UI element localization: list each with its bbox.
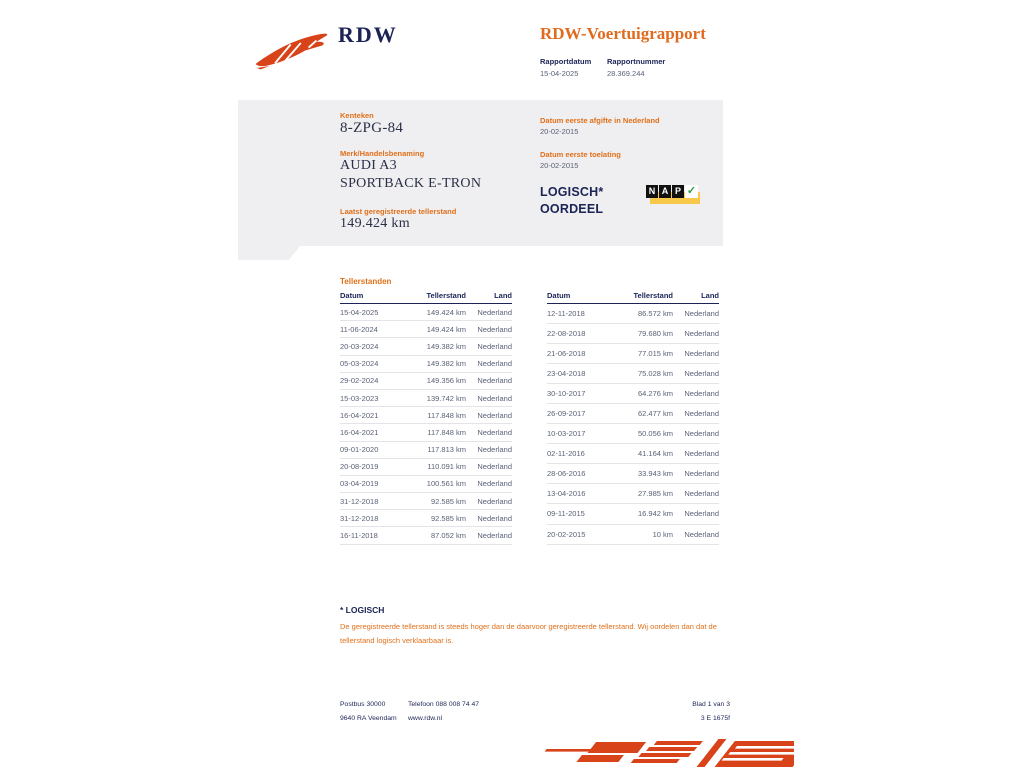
table-cell: 20-03-2024 xyxy=(340,338,404,355)
oordeel-line1: LOGISCH* xyxy=(540,185,604,199)
rdw-logo-text: RDW xyxy=(338,22,398,47)
table-row xyxy=(547,444,719,464)
footer-address-line2: 9640 RA Veendam xyxy=(340,715,397,722)
toelating-value: 20-02-2015 xyxy=(540,161,579,170)
report-number-label: Rapportnummer xyxy=(607,57,666,66)
merk-label: Merk/Handelsbenaming xyxy=(340,149,425,158)
table-cell: 22-08-2018 xyxy=(547,324,611,344)
merk-line2: SPORTBACK E-TRON xyxy=(340,176,482,191)
table-row xyxy=(340,475,512,492)
table-row xyxy=(340,321,512,338)
table-row xyxy=(547,304,719,324)
table-row xyxy=(340,493,512,510)
oordeel-text xyxy=(540,184,603,218)
panel-tab xyxy=(238,246,300,260)
table-row xyxy=(547,504,719,524)
table-row xyxy=(547,344,719,364)
table-cell: Nederland xyxy=(673,384,719,404)
table-cell: 15-04-2025 xyxy=(340,304,404,321)
table-cell: 11-06-2024 xyxy=(340,321,404,338)
table-row xyxy=(547,384,719,404)
table-cell: 29-02-2024 xyxy=(340,372,404,389)
tellerstanden-table-right xyxy=(547,289,719,545)
oordeel-line2: OORDEEL xyxy=(540,202,604,216)
table-cell: 62.477 km xyxy=(611,404,673,424)
rdw-flourish-graphic xyxy=(538,737,794,768)
table-cell: 03-04-2019 xyxy=(340,475,404,492)
page-footer xyxy=(340,701,730,725)
table-cell: 77.015 km xyxy=(611,344,673,364)
page-title: RDW-Voertuigrapport xyxy=(540,24,706,43)
table-cell: 12-11-2018 xyxy=(547,304,611,324)
table-cell: 31-12-2018 xyxy=(340,493,404,510)
table-row xyxy=(547,424,719,444)
table-cell: 41.164 km xyxy=(611,444,673,464)
toelating-label: Datum eerste toelating xyxy=(540,150,621,159)
table-cell: Nederland xyxy=(466,389,512,406)
nap-check-icon: ✓ xyxy=(686,185,697,197)
table-cell: 139.742 km xyxy=(404,389,466,406)
table-cell: 16.942 km xyxy=(611,504,673,524)
footer-form-code: 3 E 1675f xyxy=(700,715,730,722)
table-row xyxy=(340,304,512,321)
table-cell: Nederland xyxy=(466,458,512,475)
table-cell: 05-03-2024 xyxy=(340,355,404,372)
table-cell: 30-10-2017 xyxy=(547,384,611,404)
table-cell: 117.848 km xyxy=(404,424,466,441)
table-row xyxy=(547,524,719,544)
table-cell: Nederland xyxy=(466,372,512,389)
nap-letter-a: A xyxy=(659,185,671,198)
table-cell: 26-09-2017 xyxy=(547,404,611,424)
table-cell: Nederland xyxy=(466,304,512,321)
table-cell: 149.382 km xyxy=(404,338,466,355)
table-cell: Nederland xyxy=(673,524,719,544)
table-cell: 64.276 km xyxy=(611,384,673,404)
table-cell: Nederland xyxy=(673,364,719,384)
table-cell: Nederland xyxy=(673,444,719,464)
table-cell: 79.680 km xyxy=(611,324,673,344)
table-cell: Nederland xyxy=(466,407,512,424)
table-cell: 20-02-2015 xyxy=(547,524,611,544)
kenteken-label: Kenteken xyxy=(340,111,374,120)
table-cell: 23-04-2018 xyxy=(547,364,611,384)
col-header-land: Land xyxy=(673,289,719,304)
table-cell: 149.424 km xyxy=(404,304,466,321)
table-cell: Nederland xyxy=(673,344,719,364)
merk-line1: AUDI A3 xyxy=(340,158,397,173)
table-cell: 13-04-2016 xyxy=(547,484,611,504)
table-cell: 50.056 km xyxy=(611,424,673,444)
kenteken-value: 8-ZPG-84 xyxy=(340,120,404,136)
table-cell: 117.813 km xyxy=(404,441,466,458)
table-header-row xyxy=(340,289,512,304)
table-cell: 149.424 km xyxy=(404,321,466,338)
table-row xyxy=(547,364,719,384)
afgifte-value: 20-02-2015 xyxy=(540,127,579,136)
table-cell: Nederland xyxy=(673,324,719,344)
table-cell: Nederland xyxy=(466,527,512,544)
tellerstanden-title: Tellerstanden xyxy=(340,277,392,286)
table-cell: Nederland xyxy=(673,484,719,504)
footer-phone: Telefoon 088 008 74 47 xyxy=(408,701,480,708)
vehicle-summary-panel xyxy=(238,100,723,246)
table-cell: Nederland xyxy=(673,464,719,484)
nap-letter-n: N xyxy=(646,185,658,198)
table-cell: 16-04-2021 xyxy=(340,407,404,424)
table-row xyxy=(340,407,512,424)
table-row xyxy=(547,324,719,344)
col-header-tellerstand: Tellerstand xyxy=(404,289,466,304)
table-row xyxy=(340,424,512,441)
table-cell: 117.848 km xyxy=(404,407,466,424)
table-cell: Nederland xyxy=(466,475,512,492)
table-cell: Nederland xyxy=(466,338,512,355)
table-cell: 21-06-2018 xyxy=(547,344,611,364)
table-cell: 92.585 km xyxy=(404,510,466,527)
table-cell: 09-11-2015 xyxy=(547,504,611,524)
report-number-value: 28.369.244 xyxy=(607,69,645,78)
table-cell: Nederland xyxy=(466,424,512,441)
table-cell: 87.052 km xyxy=(404,527,466,544)
table-cell: 15-03-2023 xyxy=(340,389,404,406)
table-cell: 16-04-2021 xyxy=(340,424,404,441)
nap-letter-p: P xyxy=(672,185,684,198)
table-body-right xyxy=(547,304,719,545)
table-cell: 33.943 km xyxy=(611,464,673,484)
footer-page-number: Blad 1 van 3 xyxy=(692,701,730,708)
table-row xyxy=(340,389,512,406)
table-cell: Nederland xyxy=(673,304,719,324)
table-cell: 92.585 km xyxy=(404,493,466,510)
col-header-land: Land xyxy=(466,289,512,304)
table-row xyxy=(547,404,719,424)
report-date-value: 15-04-2025 xyxy=(540,69,579,78)
col-header-datum: Datum xyxy=(547,289,611,304)
table-cell: 02-11-2016 xyxy=(547,444,611,464)
table-row xyxy=(340,458,512,475)
col-header-tellerstand: Tellerstand xyxy=(611,289,673,304)
table-cell: 16-11-2018 xyxy=(340,527,404,544)
table-row xyxy=(340,510,512,527)
table-cell: Nederland xyxy=(466,510,512,527)
table-cell: Nederland xyxy=(673,504,719,524)
rdw-wing-logo-icon xyxy=(254,26,332,70)
table-cell: 20-08-2019 xyxy=(340,458,404,475)
table-cell: 149.356 km xyxy=(404,372,466,389)
footnote-title: * LOGISCH xyxy=(340,605,385,615)
footnote-body: De geregistreerde tellerstand is steeds hoger dan de daarvoor geregistreerde tellerstand. Wij oordelen dan dat de tellerstand logisch verklaarbaar is. xyxy=(340,622,717,645)
table-row xyxy=(340,338,512,355)
afgifte-label: Datum eerste afgifte in Nederland xyxy=(540,116,660,125)
table-cell: Nederland xyxy=(673,404,719,424)
table-cell: Nederland xyxy=(466,493,512,510)
table-cell: Nederland xyxy=(673,424,719,444)
table-cell: 09-01-2020 xyxy=(340,441,404,458)
nap-logo xyxy=(646,185,702,207)
table-cell: 75.028 km xyxy=(611,364,673,384)
table-cell: 28-06-2016 xyxy=(547,464,611,484)
laatste-tellerstand-value: 149.424 km xyxy=(340,216,410,231)
col-header-datum: Datum xyxy=(340,289,404,304)
table-row xyxy=(340,441,512,458)
laatste-tellerstand-label: Laatst geregistreerde tellerstand xyxy=(340,207,457,216)
table-row xyxy=(340,355,512,372)
table-cell: Nederland xyxy=(466,321,512,338)
table-row xyxy=(547,484,719,504)
table-body-left xyxy=(340,304,512,545)
table-cell: 149.382 km xyxy=(404,355,466,372)
table-cell: 10-03-2017 xyxy=(547,424,611,444)
tellerstanden-tables xyxy=(340,289,719,545)
tellerstanden-table-left xyxy=(340,289,512,545)
table-cell: 10 km xyxy=(611,524,673,544)
table-cell: 86.572 km xyxy=(611,304,673,324)
table-cell: 100.561 km xyxy=(404,475,466,492)
table-row xyxy=(340,527,512,544)
table-cell: 110.091 km xyxy=(404,458,466,475)
table-cell: 31-12-2018 xyxy=(340,510,404,527)
table-cell: Nederland xyxy=(466,355,512,372)
footer-website: www.rdw.nl xyxy=(408,715,442,722)
table-cell: 27.985 km xyxy=(611,484,673,504)
table-row xyxy=(340,372,512,389)
report-date-label: Rapportdatum xyxy=(540,57,592,66)
table-cell: Nederland xyxy=(466,441,512,458)
footer-address-line1: Postbus 30000 xyxy=(340,701,386,708)
table-row xyxy=(547,464,719,484)
table-header-row xyxy=(547,289,719,304)
